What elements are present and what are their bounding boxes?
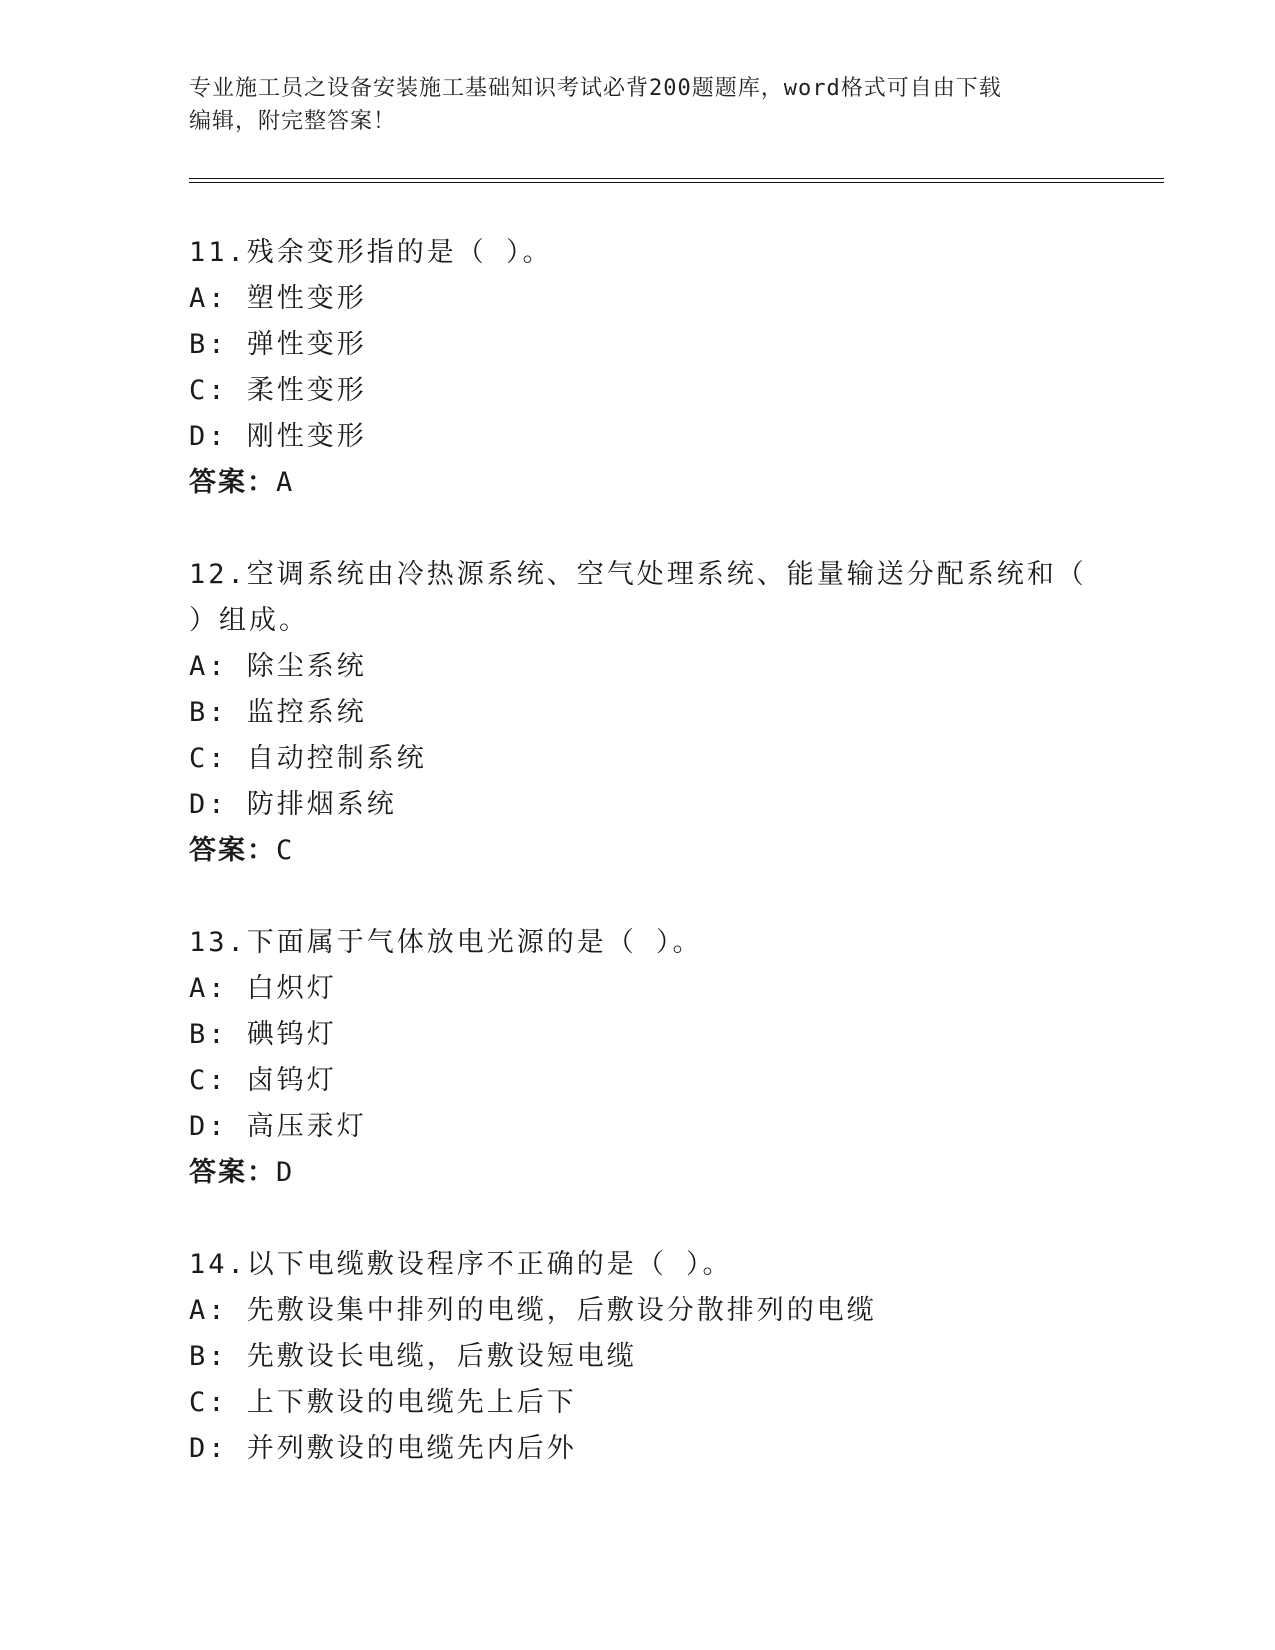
option-b: B: 弹性变形 <box>189 329 367 360</box>
question-13 <box>189 920 1089 1196</box>
option-b: B: 监控系统 <box>189 697 367 728</box>
answer-value: C <box>276 835 295 866</box>
option-c: C: 柔性变形 <box>189 375 367 406</box>
answer-line <box>189 1150 1089 1196</box>
question-stem: 11.残余变形指的是（ ）。 <box>189 237 553 268</box>
header-title-line-1: 专业施工员之设备安装施工基础知识考试必背200题题库，word格式可自由下载 <box>189 76 1002 101</box>
option-b: B: 碘钨灯 <box>189 1019 337 1050</box>
option-d: D: 并列敷设的电缆先内后外 <box>189 1433 577 1464</box>
answer-value: D <box>276 1157 295 1188</box>
option-b: B: 先敷设长电缆，后敷设短电缆 <box>189 1341 637 1372</box>
question-stem-line-1: 12.空调系统由冷热源系统、空气处理系统、能量输送分配系统和（ <box>189 559 1087 590</box>
answer-line <box>189 460 1089 506</box>
option-c: C: 自动控制系统 <box>189 743 427 774</box>
question-14 <box>189 1242 1089 1472</box>
question-11 <box>189 230 1089 506</box>
option-a: A: 塑性变形 <box>189 283 367 314</box>
document-header <box>189 72 1089 138</box>
answer-line <box>189 828 1089 874</box>
answer-value: A <box>276 467 295 498</box>
option-a: A: 先敷设集中排列的电缆，后敷设分散排列的电缆 <box>189 1295 877 1326</box>
option-a: A: 白炽灯 <box>189 973 337 1004</box>
answer-label: 答案： <box>189 467 276 498</box>
option-d: D: 高压汞灯 <box>189 1111 367 1142</box>
option-c: C: 卤钨灯 <box>189 1065 337 1096</box>
header-title-line-2: 编辑，附完整答案！ <box>189 109 397 134</box>
question-12 <box>189 552 1089 874</box>
option-a: A: 除尘系统 <box>189 651 367 682</box>
answer-label: 答案： <box>189 835 276 866</box>
answer-label: 答案： <box>189 1157 276 1188</box>
question-stem: 14.以下电缆敷设程序不正确的是（ ）。 <box>189 1249 733 1280</box>
option-c: C: 上下敷设的电缆先上后下 <box>189 1387 577 1418</box>
option-d: D: 刚性变形 <box>189 421 367 452</box>
question-stem: 13.下面属于气体放电光源的是（ ）。 <box>189 927 703 958</box>
question-stem-line-2: ）组成。 <box>189 605 309 636</box>
header-double-rule <box>189 178 1164 183</box>
option-d: D: 防排烟系统 <box>189 789 397 820</box>
